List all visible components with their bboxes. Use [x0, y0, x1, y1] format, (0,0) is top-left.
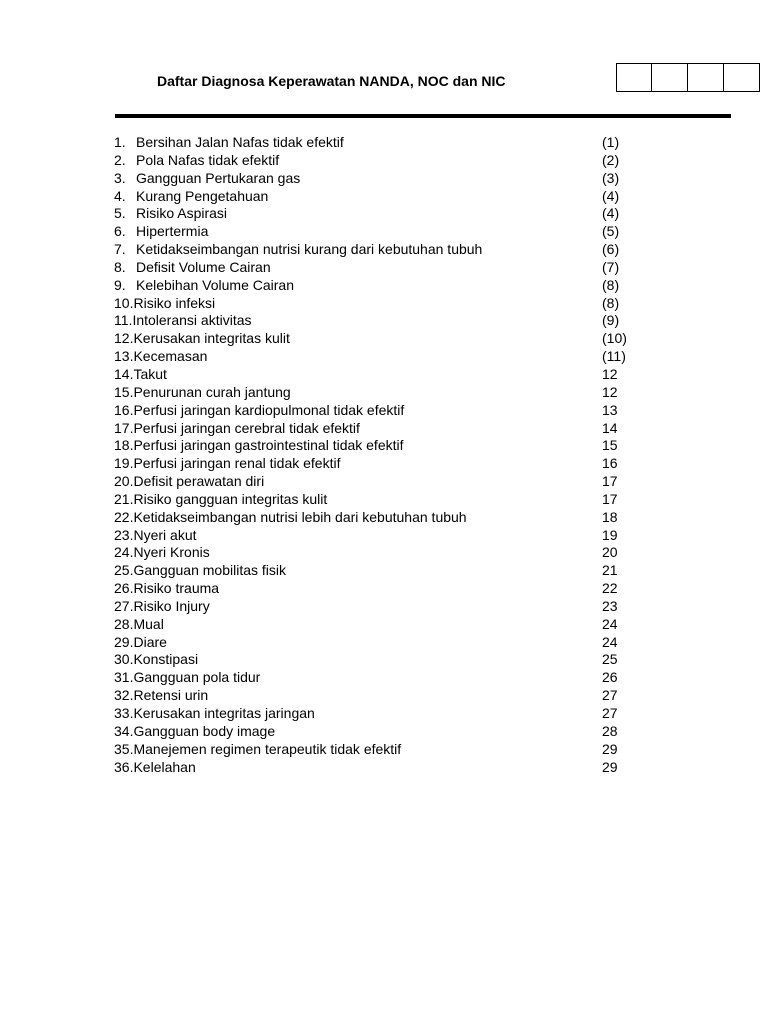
item-page: (6)	[602, 241, 620, 258]
item-number: 9.	[114, 276, 126, 293]
item-page: (7)	[602, 258, 620, 275]
item-page: 13	[602, 401, 618, 418]
item-label: Hipertermia	[136, 223, 209, 240]
item-label: Kecemasan	[133, 348, 208, 365]
diagnosis-list	[114, 134, 674, 776]
list-item	[114, 402, 674, 420]
item-page: (2)	[602, 151, 620, 168]
item-label: Kerusakan integritas jaringan	[133, 705, 315, 721]
item-label: Gangguan pola tidur	[133, 669, 261, 686]
item-page: 27	[602, 687, 618, 704]
list-item	[114, 366, 674, 384]
item-page: 14	[602, 419, 618, 436]
item-number: 29.	[114, 633, 134, 650]
list-item	[114, 295, 674, 313]
header-box	[688, 63, 724, 92]
item-number: 34.	[114, 722, 134, 739]
item-number: 35.	[114, 740, 134, 757]
item-page: 26	[602, 669, 618, 686]
item-number: 12.	[114, 330, 134, 347]
item-page: 29	[602, 740, 618, 757]
list-item	[114, 277, 674, 295]
list-item	[114, 259, 674, 277]
item-number: 30.	[114, 651, 134, 668]
item-page: (9)	[602, 312, 620, 329]
item-number: 31.	[114, 669, 134, 686]
item-label: Kelelahan	[133, 758, 196, 775]
item-page: 17	[602, 473, 618, 490]
item-label: Penurunan curah jantung	[133, 383, 291, 400]
list-item	[114, 188, 674, 206]
item-page: 20	[602, 544, 618, 561]
item-number: 24.	[114, 544, 134, 561]
item-page: (4)	[602, 187, 620, 204]
item-page: (10)	[602, 330, 627, 347]
item-number: 13.	[114, 348, 134, 365]
list-item	[114, 580, 674, 598]
item-page: (8)	[602, 294, 620, 311]
item-number: 28.	[114, 615, 134, 632]
item-number: 23.	[114, 526, 134, 543]
list-item	[114, 455, 674, 473]
item-number: 10.	[114, 294, 134, 311]
item-label: Perfusi jaringan kardiopulmonal tidak efektif	[133, 401, 405, 418]
list-item	[114, 348, 674, 366]
item-number: 18.	[114, 437, 134, 454]
item-label: Ketidakseimbangan nutrisi kurang dari kebutuhan tubuh	[136, 241, 483, 258]
item-label: Ketidakseimbangan nutrisi lebih dari kebutuhan tubuh	[133, 508, 467, 525]
item-label: Kelebihan Volume Cairan	[136, 276, 294, 293]
item-label: Risiko Aspirasi	[136, 205, 228, 222]
item-page: 12	[602, 365, 618, 382]
item-number: 15.	[114, 383, 134, 400]
list-item	[114, 723, 674, 741]
item-page: 12	[602, 383, 618, 400]
list-item	[114, 598, 674, 616]
item-label: Kerusakan integritas kulit	[133, 330, 290, 347]
item-label: Konstipasi	[133, 651, 199, 668]
list-item	[114, 241, 674, 259]
item-number: 3.	[114, 169, 126, 186]
item-label: Nyeri akut	[133, 526, 197, 543]
list-item	[114, 705, 674, 723]
item-number: 14.	[114, 365, 134, 382]
list-item	[114, 634, 674, 652]
header-box	[616, 63, 652, 92]
list-item	[114, 205, 674, 223]
item-label: Takut	[133, 365, 167, 382]
list-item	[114, 152, 674, 170]
item-number: 17.	[114, 419, 134, 436]
item-label: Risiko Injury	[133, 597, 210, 614]
item-label: Perfusi jaringan renal tidak efektif	[133, 455, 341, 472]
list-item	[114, 134, 674, 152]
item-number: 19.	[114, 455, 134, 472]
list-item	[114, 473, 674, 491]
item-number: 7.	[114, 241, 126, 258]
item-label: Gangguan body image	[133, 722, 276, 739]
item-number: 2.	[114, 151, 126, 168]
item-label: Defisit Volume Cairan	[136, 258, 271, 275]
list-item	[114, 384, 674, 402]
item-label: Mual	[133, 615, 164, 632]
item-number: 4.	[114, 187, 126, 204]
page-title: Daftar Diagnosa Keperawatan NANDA, NOC dan NIC	[157, 73, 506, 89]
item-label: Gangguan mobilitas fisik	[133, 562, 286, 579]
item-page: 18	[602, 508, 618, 525]
list-item	[114, 562, 674, 580]
item-page: 19	[602, 526, 618, 543]
item-page: 27	[602, 705, 618, 721]
item-label: Gangguan Pertukaran gas	[136, 169, 301, 186]
item-label: Perfusi jaringan cerebral tidak efektif	[133, 419, 360, 436]
item-label: Nyeri Kronis	[133, 544, 210, 561]
item-number: 26.	[114, 580, 134, 597]
item-number: 32.	[114, 687, 134, 704]
item-page: (5)	[602, 223, 620, 240]
list-item	[114, 509, 674, 527]
list-item	[114, 420, 674, 438]
list-item	[114, 491, 674, 509]
item-page: 15	[602, 437, 618, 454]
list-item	[114, 170, 674, 188]
item-page: 24	[602, 633, 618, 650]
list-item	[114, 687, 674, 705]
list-item	[114, 759, 674, 777]
list-item	[114, 616, 674, 634]
item-number: 5.	[114, 205, 126, 222]
item-label: Risiko trauma	[133, 580, 220, 597]
item-label: Risiko infeksi	[133, 294, 216, 311]
item-label: Risiko gangguan integritas kulit	[133, 490, 328, 507]
list-item	[114, 312, 674, 330]
item-label: Perfusi jaringan gastrointestinal tidak efektif	[133, 437, 404, 454]
item-number: 33.	[114, 705, 134, 721]
item-page: 28	[602, 722, 618, 739]
item-page: (8)	[602, 276, 620, 293]
header-boxes	[616, 63, 760, 92]
item-label: Pola Nafas tidak efektif	[136, 151, 280, 168]
item-number: 27.	[114, 597, 134, 614]
item-label: Kurang Pengetahuan	[136, 187, 269, 204]
item-label: Retensi urin	[133, 687, 209, 704]
item-label: Bersihan Jalan Nafas tidak efektif	[136, 134, 344, 150]
list-item	[114, 544, 674, 562]
title-divider	[115, 114, 731, 118]
item-label: Intoleransi aktivitas	[132, 312, 252, 329]
list-item	[114, 651, 674, 669]
item-number: 6.	[114, 223, 126, 240]
list-item	[114, 330, 674, 348]
list-item	[114, 669, 674, 687]
item-label: Manejemen regimen terapeutik tidak efektif	[133, 740, 402, 757]
item-page: (11)	[602, 348, 626, 365]
item-number: 22.	[114, 508, 134, 525]
list-item	[114, 437, 674, 455]
item-page: 25	[602, 651, 618, 668]
item-page: 22	[602, 580, 618, 597]
item-page: (3)	[602, 169, 620, 186]
header-box	[652, 63, 688, 92]
item-page: 17	[602, 490, 618, 507]
item-page: 23	[602, 597, 618, 614]
item-page: 24	[602, 615, 618, 632]
item-page: (1)	[602, 134, 620, 150]
item-page: 29	[602, 758, 618, 775]
item-number: 16.	[114, 401, 134, 418]
header-box	[724, 63, 760, 92]
item-number: 8.	[114, 258, 126, 275]
item-page: 21	[602, 562, 618, 579]
list-item	[114, 527, 674, 545]
list-item	[114, 741, 674, 759]
item-page: (4)	[602, 205, 620, 222]
item-number: 25.	[114, 562, 134, 579]
item-number: 11.	[114, 312, 133, 329]
list-item	[114, 223, 674, 241]
item-page: 16	[602, 455, 618, 472]
item-label: Diare	[133, 633, 167, 650]
item-number: 1.	[114, 134, 126, 150]
item-label: Defisit perawatan diri	[133, 473, 265, 490]
item-number: 36.	[114, 758, 134, 775]
item-number: 20.	[114, 473, 134, 490]
item-number: 21.	[114, 490, 134, 507]
